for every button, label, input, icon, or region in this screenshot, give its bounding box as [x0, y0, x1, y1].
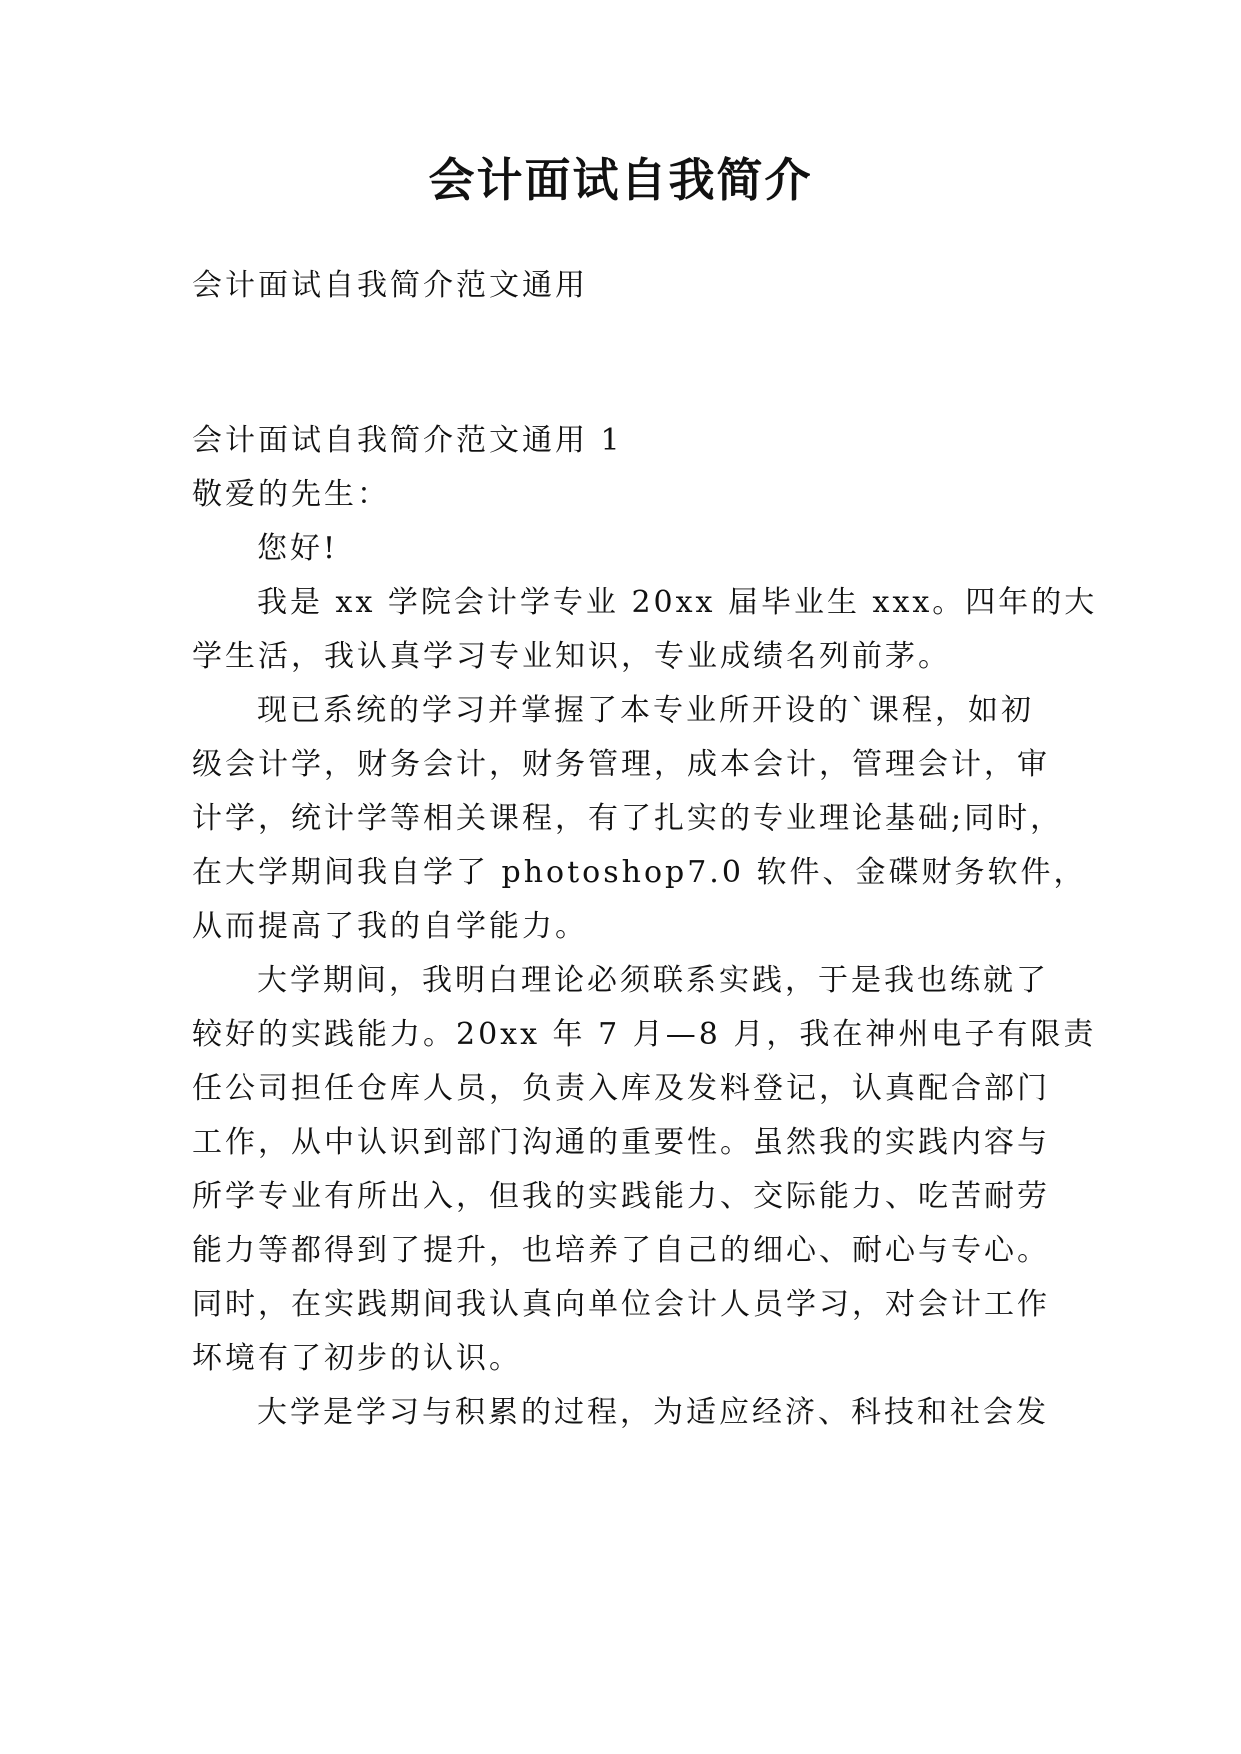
paragraph-line: 计学，统计学等相关课程，有了扎实的专业理论基础;同时，	[192, 801, 1064, 836]
paragraph-line: 大学期间，我明白理论必须联系实践，于是我也练就了	[257, 963, 1049, 998]
paragraph-line: 我是 xx 学院会计学专业 20xx 届毕业生 xxx。四年的大	[257, 585, 1098, 620]
paragraph-line: 级会计学，财务会计，财务管理，成本会计，管理会计，审	[192, 747, 1050, 782]
document-subtitle: 会计面试自我简介范文通用	[192, 268, 588, 303]
paragraph-line: 同时，在实践期间我认真向单位会计人员学习，对会计工作	[192, 1287, 1050, 1322]
paragraph-line: 能力等都得到了提升，也培养了自己的细心、耐心与专心。	[192, 1233, 1050, 1268]
paragraph-line: 坏境有了初步的认识。	[192, 1341, 522, 1376]
paragraph-line: 现已系统的学习并掌握了本专业所开设的`课程，如初	[257, 693, 1034, 728]
paragraph-line: 从而提高了我的自学能力。	[192, 909, 588, 944]
paragraph-line: 较好的实践能力。20xx 年 7 月—8 月，我在神州电子有限责	[192, 1017, 1097, 1052]
section-heading: 会计面试自我简介范文通用 1	[192, 423, 623, 458]
paragraph-line: 工作，从中认识到部门沟通的重要性。虽然我的实践内容与	[192, 1125, 1050, 1160]
salutation: 敬爱的先生：	[192, 477, 390, 512]
greeting: 您好!	[257, 531, 339, 566]
paragraph-line: 在大学期间我自学了 photoshop7.0 软件、金碟财务软件，	[192, 855, 1087, 890]
paragraph-line: 学生活，我认真学习专业知识，专业成绩名列前茅。	[192, 639, 951, 674]
paragraph-line: 所学专业有所出入，但我的实践能力、交际能力、吃苦耐劳	[192, 1179, 1050, 1214]
paragraph-line: 任公司担任仓库人员，负责入库及发料登记，认真配合部门	[192, 1071, 1050, 1106]
paragraph-line: 大学是学习与积累的过程，为适应经济、科技和社会发	[257, 1395, 1049, 1430]
document-title: 会计面试自我简介	[428, 153, 813, 207]
